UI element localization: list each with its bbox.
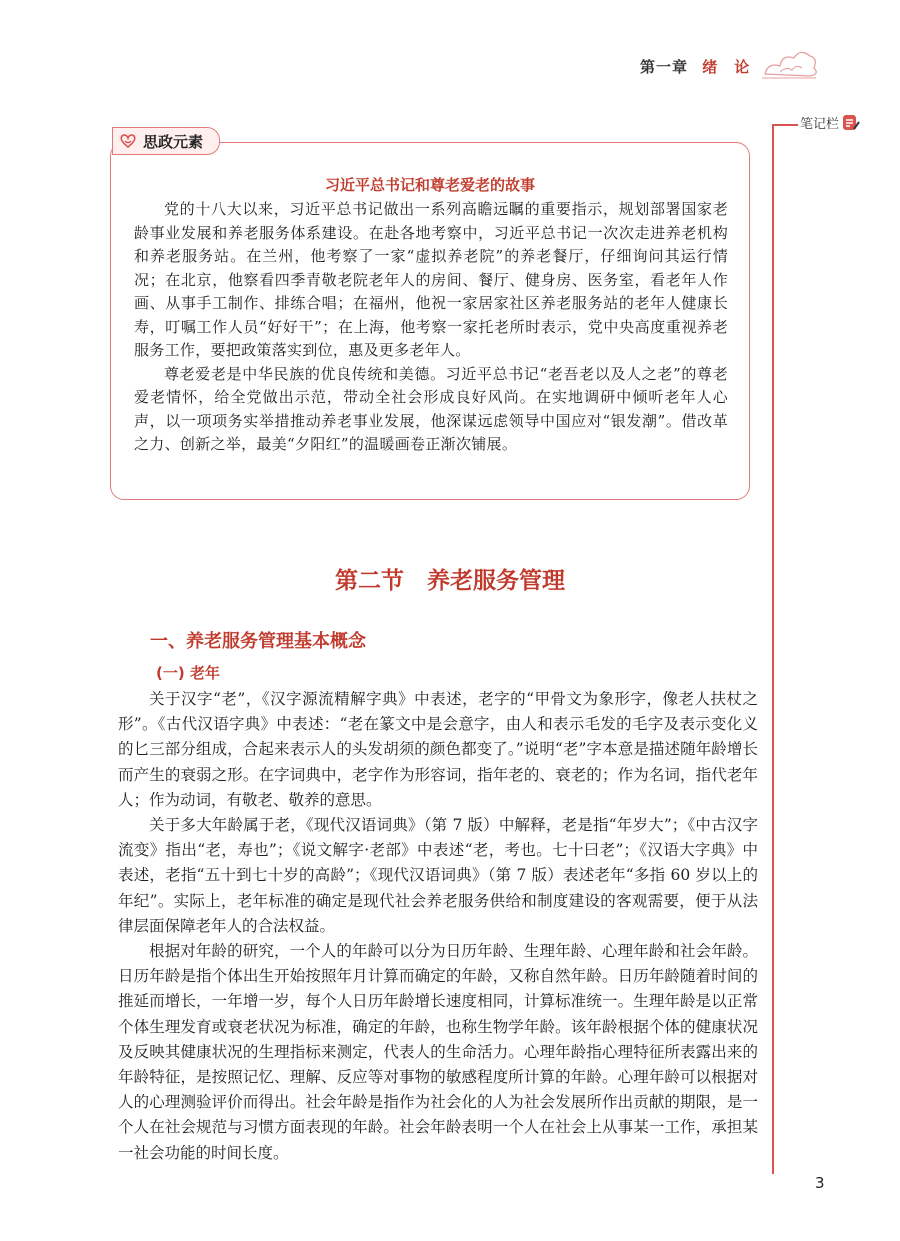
ideology-box-label (112, 127, 220, 155)
box-story-body (134, 198, 728, 457)
chapter-number: 第一章 (640, 58, 689, 76)
body-paragraph: 关于多大年龄属于老，《现代汉语词典》（第 7 版）中解释，老是指“年岁大”；《中古汉字流变》指出“老，寿也”；《说文解字·老部》中表述“老，考也。七十曰老”；《汉语大字典》中表述，老指“五十到七十岁的高龄”；《现代汉语词典》（第 7 版）表述老年“多指 60 岁以上的年纪”。实际上，老年标准的确定是现代社会养老服务供给和制度建设的客观需要，便于从法律层面保障老年人的合法权益。 (118, 816, 758, 935)
page-number: 3 (815, 1174, 825, 1192)
notes-tab-label: 笔记栏 (800, 117, 840, 132)
heart-hands-icon (119, 132, 137, 150)
main-body-text (118, 687, 758, 1166)
body-paragraph: 关于汉字“老”，《汉字源流精解字典》中表述，老字的“甲骨文为象形字，像老人扶杖之形”。《古代汉语字典》中表述：“老在篆文中是会意字，由人和表示毛发的毛字及表示变化义的匕三部分组成，合起来表示人的头发胡须的颜色都变了。”说明“老”字本意是描述随年龄增长而产生的衰弱之形。在字词典中，老字作为形容词，指年老的、衰老的；作为名词，指代老年人；作为动词，有敬老、敬养的意思。 (118, 690, 758, 809)
box-paragraph: 尊老爱老是中华民族的优良传统和美德。习近平总书记“老吾老以及人之老”的尊老爱老情怀，给全党做出示范，带动全社会形成良好风尚。在实地调研中倾听老年人心声，以一项项务实举措推动养老事业发展，他深谋远虑领导中国应对“银发潮”。借改革之力、创新之举，最美“夕阳红”的温暖画卷正渐次铺展。 (134, 364, 728, 453)
notes-divider-horizontal (772, 124, 798, 126)
notes-divider-vertical (772, 124, 774, 1174)
box-story-title: 习近平总书记和尊老爱老的故事 (324, 176, 535, 194)
chapter-title: 绪 论 (702, 58, 751, 76)
ideology-label-text: 思政元素 (143, 132, 204, 151)
running-header (640, 56, 750, 77)
notes-column-tab (800, 113, 860, 132)
box-paragraph: 党的十八大以来，习近平总书记做出一系列高瞻远瞩的重要指示，规划部署国家老龄事业发展和养老服务体系建设。在赴各地考察中，习近平总书记一次次走进养老机构和养老服务站。在兰州，他考察了一家“虚拟养老院”的养老餐厅，仔细询问其运行情况；在北京，他察看四季青敬老院老年人的房间、餐厅、健身房、医务室，看老年人作画、从事手工制作、排练合唱；在福州，他祝一家居家社区养老服务站的老年人健康长寿，叮嘱工作人员“好好干”；在上海，他考察一家托老所时表示，党中央高度重视养老服务工作，要把政策落实到位，惠及更多老年人。 (134, 200, 728, 359)
note-pen-icon (842, 114, 860, 132)
body-paragraph: 根据对年龄的研究，一个人的年龄可以分为日历年龄、生理年龄、心理年龄和社会年龄。日历年龄是指个体出生开始按照年月计算而确定的年龄，又称自然年龄。日历年龄随着时间的推延而增长，一年增一岁，每个人日历年龄增长速度相同，计算标准统一。生理年龄是以正常个体生理发育或衰老状况为标准，确定的年龄，也称生物学年龄。该年龄根据个体的健康状况及反映其健康状况的生理指标来测定，代表人的生命活力。心理年龄指心理特征所表露出来的年龄特征，是按照记忆、理解、反应等对事物的敏感程度所计算的年龄。心理年龄可以根据对人的心理测验评价而得出。社会年龄是指作为社会化的人为社会发展所作出贡献的期限，是一个人在社会规范与习惯方面表现的年龄。社会年龄表明一个人在社会上从事某一工作，承担某一社会功能的时间长度。 (118, 942, 758, 1162)
heading-level-1: 一、养老服务管理基本概念 (150, 631, 366, 652)
section-title: 第二节 养老服务管理 (335, 568, 565, 594)
cloud-ornament-icon (760, 44, 820, 84)
heading-level-2: (一) 老年 (156, 664, 220, 682)
